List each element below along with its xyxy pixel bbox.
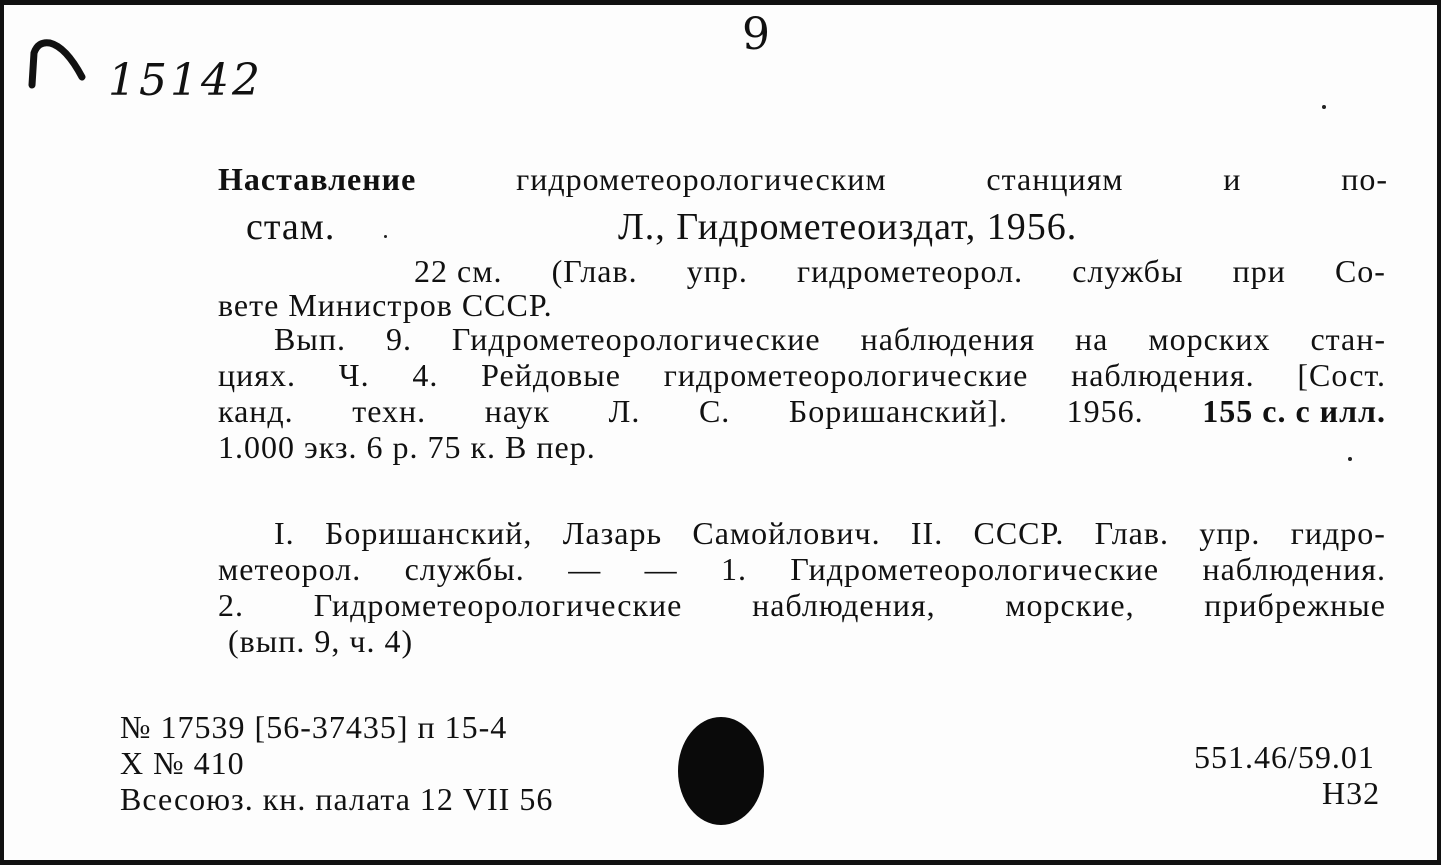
handwritten-digit: 9: [742, 9, 770, 60]
issue-line-3: канд. техн. наук Л. С. Боришанский]. 1956. 155 с. с илл.: [218, 393, 1386, 429]
page-count: 155 с. с илл.: [1202, 393, 1386, 429]
footer-order-number: X № 410: [120, 745, 245, 781]
speck: [384, 235, 387, 238]
footer-registration: № 17539 [56-37435] п 15-4: [120, 709, 508, 745]
subjects-line-3: 2. Гидрометеорологические наблюдения, морские, прибрежные: [218, 587, 1386, 623]
issue-line-2: циях. Ч. 4. Рейдовые гидрометеорологические наблюдения. [Сост.: [218, 357, 1386, 393]
subjects-line-1: I. Боришанский, Лазарь Самойлович. II. СССР. Глав. упр. гидро-: [274, 515, 1386, 551]
description-line-1: 22 см. (Глав. упр. гидрометеорол. службы при Со-: [414, 253, 1386, 289]
classification-index: 551.46/59.01: [1194, 739, 1375, 775]
handwritten-inventory-number: 15142: [108, 55, 263, 106]
imprint: Л., Гидрометеоиздат, 1956.: [618, 206, 1078, 248]
subjects-line-4: (вып. 9, ч. 4): [228, 623, 414, 659]
title-line-1: Наставление гидрометеорологическим станциям и по-: [218, 161, 1388, 197]
title-line-2-start: стам.: [246, 206, 336, 248]
speck: [1322, 105, 1326, 109]
description-line-2: вете Министров СССР.: [218, 287, 553, 323]
punched-hole-mark: [678, 717, 764, 825]
speck: [1348, 457, 1352, 461]
title-heading-word: Наставление: [218, 161, 417, 197]
issue-line-4: 1.000 экз. 6 р. 75 к. В пер.: [218, 429, 596, 465]
subjects-line-2: метеорол. службы. — — 1. Гидрометеорологические наблюдения.: [218, 551, 1386, 587]
author-mark: Н32: [1322, 775, 1381, 811]
issue-line-1: Вып. 9. Гидрометеорологические наблюдения на морских стан-: [274, 321, 1386, 357]
footer-chamber: Всесоюз. кн. палата 12 VII 56: [120, 781, 554, 817]
corner-hook-mark: [26, 35, 86, 95]
